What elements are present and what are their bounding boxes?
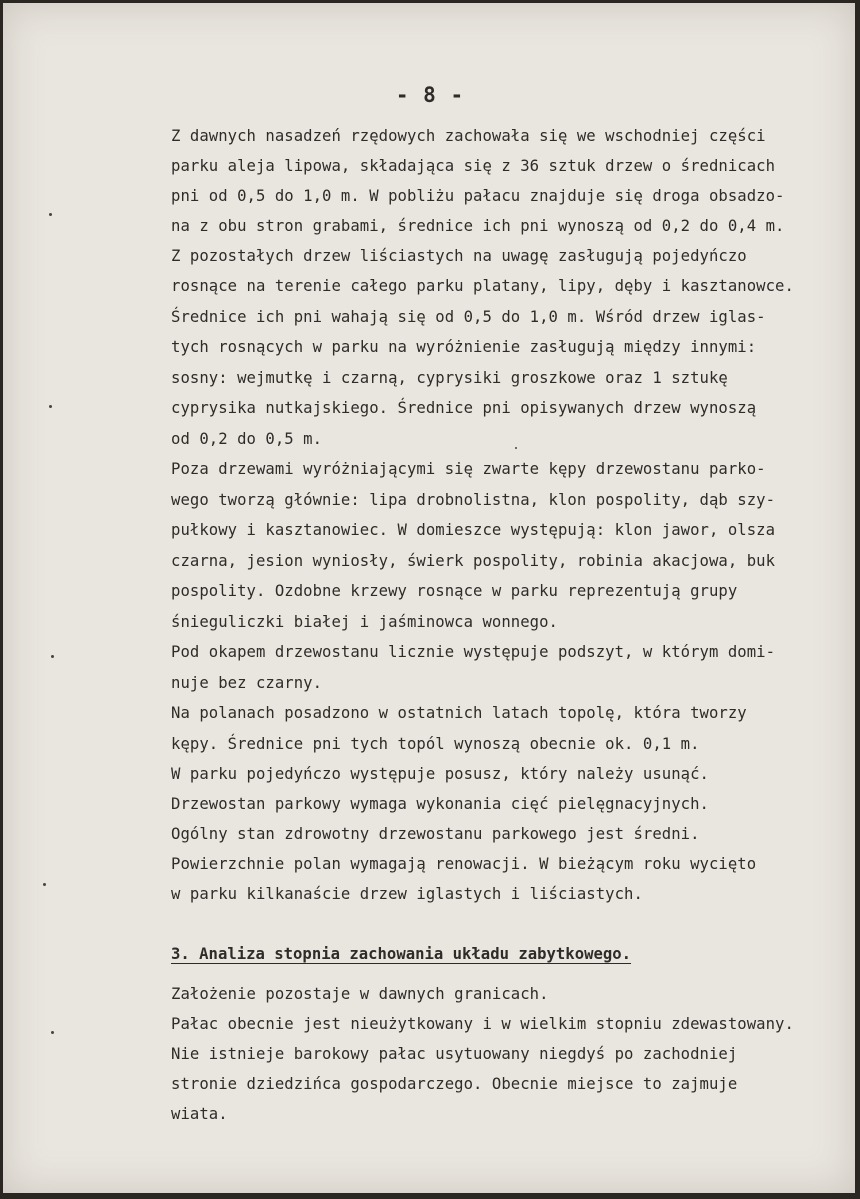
text-line: Na polanach posadzono w ostatnich latach topolę, która tworzy bbox=[171, 704, 747, 722]
text-line: śnieguliczki białej i jaśminowca wonnego. bbox=[171, 613, 558, 631]
text-line: Drzewostan parkowy wymaga wykonania cięć pielęgnacyjnych. bbox=[171, 795, 709, 813]
text-line: Średnice ich pni wahają się od 0,5 do 1,0 m. Wśród drzew iglas- bbox=[171, 308, 766, 326]
text-line: Pałac obecnie jest nieużytkowany i w wielkim stopniu zdewastowany. bbox=[171, 1015, 794, 1033]
text-line: Powierzchnie polan wymagają renowacji. W bieżącym roku wycięto bbox=[171, 855, 757, 873]
paper-speck bbox=[515, 447, 517, 449]
page-number: - 8 - bbox=[395, 83, 465, 107]
text-line: Nie istnieje barokowy pałac usytuowany niegdyś po zachodniej bbox=[171, 1045, 738, 1063]
text-line: rosnące na terenie całego parku platany, lipy, dęby i kasztanowce. bbox=[171, 277, 794, 295]
text-line: od 0,2 do 0,5 m. bbox=[171, 430, 323, 448]
text-line: pułkowy i kasztanowiec. W domieszce występują: klon jawor, olsza bbox=[171, 521, 776, 539]
text-line: parku aleja lipowa, składająca się z 36 sztuk drzew o średnicach bbox=[171, 157, 776, 175]
text-line: Założenie pozostaje w dawnych granicach. bbox=[171, 985, 549, 1003]
paper-speck bbox=[51, 1031, 54, 1034]
text-line: tych rosnących w parku na wyróżnienie zasługują między innymi: bbox=[171, 338, 757, 356]
paper-speck bbox=[49, 213, 52, 216]
text-line: Ogólny stan zdrowotny drzewostanu parkowego jest średni. bbox=[171, 825, 700, 843]
document-page bbox=[3, 3, 855, 1193]
text-line: kępy. Średnice pni tych topól wynoszą obecnie ok. 0,1 m. bbox=[171, 735, 700, 753]
text-line: Z dawnych nasadzeń rzędowych zachowała się we wschodniej części bbox=[171, 127, 766, 145]
text-line: pospolity. Ozdobne krzewy rosnące w parku reprezentują grupy bbox=[171, 582, 738, 600]
text-line: na z obu stron grabami, średnice ich pni wynoszą od 0,2 do 0,4 m. bbox=[171, 217, 785, 235]
paper-speck bbox=[43, 883, 46, 886]
text-line: pni od 0,5 do 1,0 m. W pobliżu pałacu znajduje się droga obsadzo- bbox=[171, 187, 785, 205]
paper-speck bbox=[49, 405, 52, 408]
text-line: nuje bez czarny. bbox=[171, 674, 323, 692]
text-line: Poza drzewami wyróżniającymi się zwarte kępy drzewostanu parko- bbox=[171, 460, 766, 478]
section-heading: 3. Analiza stopnia zachowania układu zabytkowego. bbox=[171, 945, 632, 963]
text-line: wiata. bbox=[171, 1105, 228, 1123]
text-line: Pod okapem drzewostanu licznie występuje podszyt, w którym domi- bbox=[171, 643, 776, 661]
text-line: czarna, jesion wyniosły, świerk pospolity, robinia akacjowa, buk bbox=[171, 552, 776, 570]
text-line: W parku pojedyńczo występuje posusz, który należy usunąć. bbox=[171, 765, 709, 783]
text-line: Z pozostałych drzew liściastych na uwagę zasługują pojedyńczo bbox=[171, 247, 747, 265]
text-line: w parku kilkanaście drzew iglastych i liściastych. bbox=[171, 885, 643, 903]
text-line: sosny: wejmutkę i czarną, cyprysiki groszkowe oraz 1 sztukę bbox=[171, 369, 728, 387]
text-line: stronie dziedzińca gospodarczego. Obecnie miejsce to zajmuje bbox=[171, 1075, 738, 1093]
paper-speck bbox=[51, 655, 54, 658]
text-line: wego tworzą głównie: lipa drobnolistna, klon pospolity, dąb szy- bbox=[171, 491, 776, 509]
text-line: cyprysika nutkajskiego. Średnice pni opisywanych drzew wynoszą bbox=[171, 399, 757, 417]
